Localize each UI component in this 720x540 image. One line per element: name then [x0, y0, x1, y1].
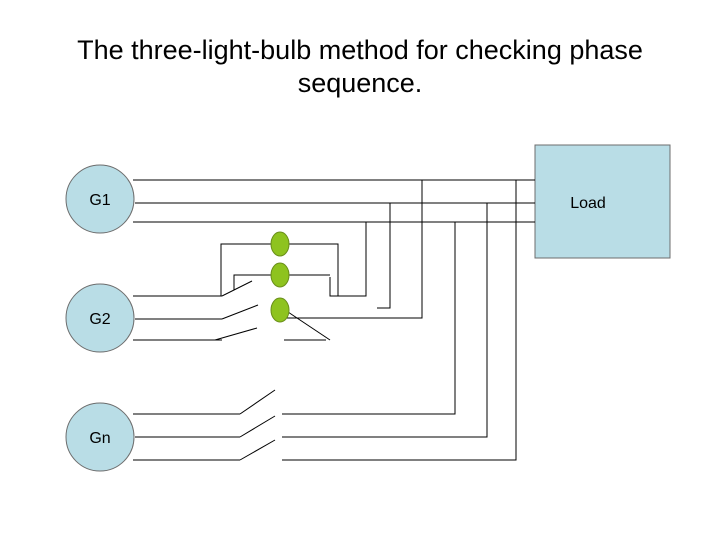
wires: [133, 180, 535, 460]
gn-switch-b-blade: [240, 416, 275, 437]
gn-switch-c-blade: [240, 440, 275, 460]
g2-switch-b-blade: [222, 305, 258, 319]
diagram-title: The three-light-bulb method for checking phase sequence.: [77, 35, 643, 99]
generator-g2-label: G2: [89, 311, 111, 328]
g2-switch-c-blade: [215, 328, 257, 340]
generator-g1-label: G1: [89, 192, 111, 209]
gn-load-line-b: [282, 203, 487, 437]
generator-gn-label: Gn: [89, 430, 111, 447]
tap-a-lamp1: [282, 180, 422, 318]
lamp3-cross-wire: [285, 310, 330, 340]
light-bulb-icon: [271, 263, 289, 287]
g2-switch-a-blade: [222, 281, 252, 296]
lamp1-left-wire: [221, 244, 271, 296]
generator-gn: [66, 403, 134, 471]
lamp1-right-wire: [289, 244, 338, 296]
generator-g1: [66, 165, 134, 233]
generator-g2: [66, 284, 134, 352]
tap-b-lamp2: [377, 203, 390, 308]
light-bulb-icon: [271, 298, 289, 322]
load-label: Load: [570, 195, 606, 212]
light-bulb-icon: [271, 232, 289, 256]
gn-switch-a-blade: [240, 390, 275, 414]
tap-c-lamp3: [330, 222, 366, 296]
